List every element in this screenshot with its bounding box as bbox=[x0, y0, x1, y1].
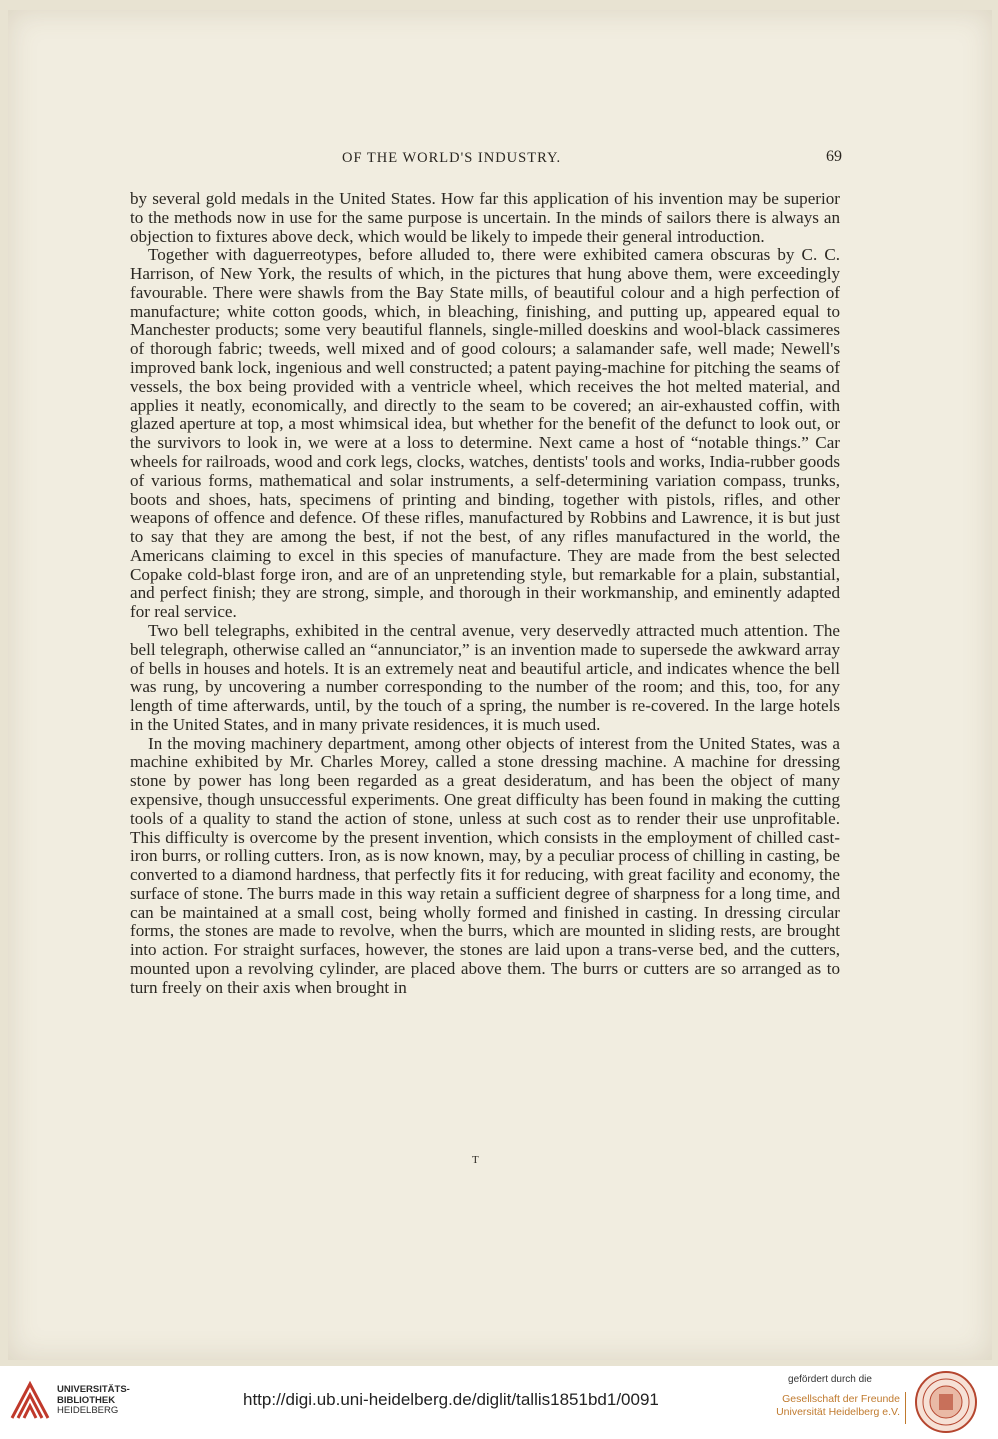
sponsor-name-line: Gesellschaft der Freunde bbox=[782, 1393, 900, 1405]
library-name-line: BIBLIOTHEK bbox=[57, 1394, 116, 1406]
library-name-line: UNIVERSITÄTS- bbox=[57, 1384, 130, 1395]
library-name bbox=[57, 1385, 130, 1417]
sponsor-name-line: Universität Heidelberg e.V. bbox=[776, 1406, 900, 1418]
paragraph: by several gold medals in the United States. How far this application of his invention may be superior to the methods now in use for the same purpose is uncertain. In the minds of sailors there is always an objection to fixtures above deck, which would be likely to impede their general introduction. bbox=[130, 189, 840, 246]
signature-mark: T bbox=[472, 1154, 479, 1166]
footer-divider bbox=[905, 1392, 906, 1424]
paragraph: Together with daguerreotypes, before alluded to, there were exhibited camera obscuras by C. C. Harrison, of New York, the results of which, in the pictures that hung above them, were exceedingly favourable. There were shawls from the Bay State mills, of beautiful colour and a high perfection of manufacture; white cotton goods, which, in bleaching, finishing, and putting up, appeared equal to Manchester products; some very beautiful flannels, single-milled doeskins and wool-black cassimeres of thorough fabric; tweeds, well mixed and of good colours; a salamander safe, well made; Newell's improved bank lock, ingenious and well constructed; a patent paying-machine for pitching the seams of vessels, the box being provided with a ventricle wheel, which receives the hot melted material, and applies it neatly, economically, and directly to the seam to be covered; an air-exhausted coffin, with glazed aperture at top, a most whimsical idea, but whether for the benefit of the defunct to look out, or the survivors to look in, we were at a loss to determine. Next came a host of “notable things.” Car wheels for railroads, wood and cork legs, clocks, watches, dentists' tools and works, India-rubber goods of various forms, mathematical and solar instruments, a self-determining variation compass, trunks, boots and shoes, hats, specimens of printing and binding, together with pistols, rifles, and other weapons of offence and defence. Of these rifles, manufactured by Robbins and Lawrence, it is but just to say that they are among the best, if not the best, of any rifles manufactured in the world, the Americans claiming to excel in this species of manufacture. They are made from the best selected Copake cold-blast forge iron, and are of an unpretending style, but remarkable for a plain, substantial, and perfect finish; they are strong, simple, and thorough in their workmanship, and eminently adapted for real service. bbox=[130, 245, 840, 622]
body-text bbox=[130, 190, 840, 998]
running-head bbox=[130, 150, 842, 172]
paragraph: Two bell telegraphs, exhibited in the central avenue, very deservedly attracted much attention. The bell telegraph, otherwise called an “annunciator,” is an invention made to supersede the awkward array of bells in houses and hotels. It is an extremely neat and beautiful article, and indicates whence the bell was rung, by uncovering a number corresponding to the number of the room; and this, too, for any length of time afterwards, until, by the touch of a spring, the number is re-covered. In the large hotels in the United States, and in many private residences, it is much used. bbox=[130, 620, 840, 734]
running-title: OF THE WORLD'S INDUSTRY. bbox=[342, 150, 562, 166]
footer-bar bbox=[0, 1366, 998, 1439]
paragraph: In the moving machinery department, among other objects of interest from the United States, was a machine exhibited by Mr. Charles Morey, called a stone dressing machine. A machine for dressing stone by power has long been regarded as a great desideratum, and has been the object of many expensive, though unsuccessful experiments. One great difficulty has been found in making the cutting tools of a quality to stand the action of stone, unless at such cost as to render their use unprofitable. This difficulty is overcome by the present invention, which consists in the employment of chilled cast-iron burrs, or rolling cutters. Iron, as is now known, may, by a peculiar process of chilling in casting, be converted to a diamond hardness, that perfectly fits it for reducing, with great facility and economy, the surface of stone. The burrs made in this way retain a sufficient degree of sharpness for a long time, and can be maintained at a small cost, being wholly formed and finished in casting. In dressing circular forms, the stones are made to revolve, when the burrs, which are mounted in sliding rests, are brought into action. For straight surfaces, however, the stones are laid upon a trans-verse bed, and the cutters, mounted upon a revolving cylinder, are placed above them. The burrs or cutters are so arranged as to turn freely on their axis when brought in bbox=[130, 733, 840, 997]
sponsor-block bbox=[760, 1374, 900, 1419]
university-library-logo-icon bbox=[8, 1378, 52, 1422]
permalink-url[interactable]: http://digi.ub.uni-heidelberg.de/diglit/tallis1851bd1/0091 bbox=[243, 1390, 659, 1409]
page-number: 69 bbox=[826, 148, 842, 165]
sponsor-label: gefördert durch die bbox=[788, 1374, 872, 1385]
university-seal-icon bbox=[914, 1370, 978, 1434]
library-name-line: HEIDELBERG bbox=[57, 1405, 119, 1416]
